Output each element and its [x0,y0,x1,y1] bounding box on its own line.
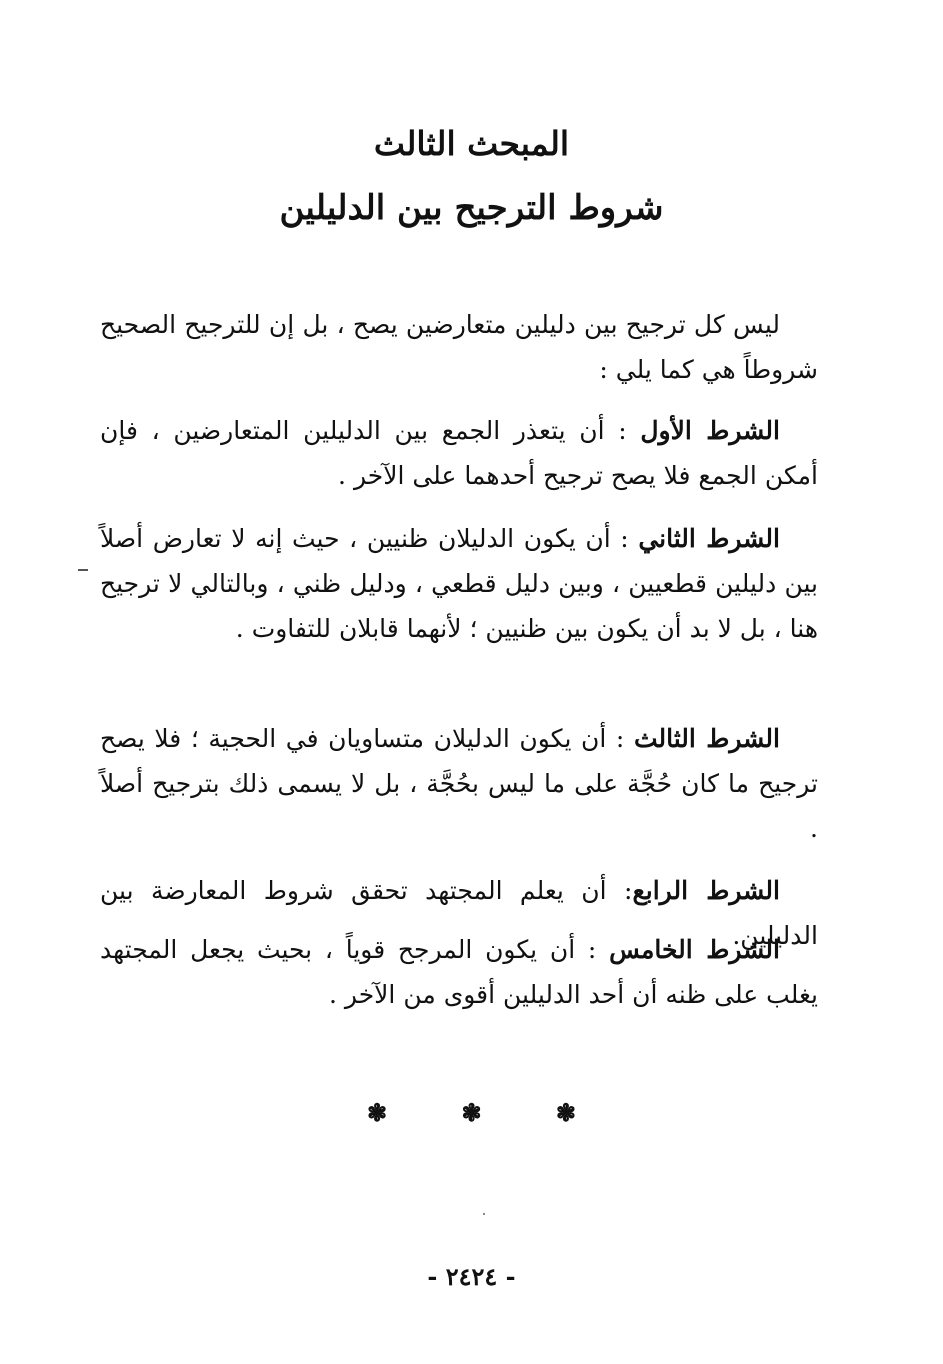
condition-paragraph-3 [100,716,818,851]
condition-label: الشرط الخامس [609,935,780,964]
condition-text: : أن يتعذر الجمع بين الدليلين المتعارضين ، فإن أمكن الجمع فلا يصح ترجيح أحدهما على الآخر . [100,416,818,490]
condition-text: : أن يكون الدليلان ظنيين ، حيث إنه لا تعارض أصلاً بين دليلين قطعيين ، وبين دليل قطعي ، ودليل ظني ، وبالتالي لا ترجيح هنا ، بل لا بد أن يكون بين ظنيين ؛ لأنهما قابلان للتفاوت . [100,524,818,643]
scan-dot [483,1213,485,1215]
condition-paragraph-2 [100,516,818,651]
condition-paragraph-1 [100,408,818,498]
section-subtitle: شروط الترجيح بين الدليلين [279,188,664,228]
section-separator [0,1098,943,1127]
condition-text: : أن يعلم المجتهد تحقق شروط المعارضة بين الدليلين. [100,876,818,950]
page-number: - ٢٤٢٤ - [427,1262,516,1291]
condition-text: : أن يكون المرجح قوياً ، بحيث يجعل المجتهد يغلب على ظنه أن أحد الدليلين أقوى من الآخر . [100,935,818,1009]
condition-label: الشرط الثاني [638,524,780,553]
intro-paragraph [100,302,818,392]
condition-label: الشرط الثالث [633,724,780,753]
intro-text: ليس كل ترجيح بين دليلين متعارضين يصح ، بل إن للترجيح الصحيح شروطاً هي كما يلي : [100,310,818,384]
condition-label: الشرط الأول [640,416,780,445]
asterism-star-icon: ❃ [366,1098,388,1127]
condition-paragraph-5 [100,927,818,1017]
condition-text: : أن يكون الدليلان متساويان في الحجية ؛ فلا يصح ترجيح ما كان حُجَّة على ما ليس بحُجَّة ، بل لا يسمى ذلك بترجيح أصلاً . [100,724,818,843]
section-title: المبحث الثالث [373,124,570,163]
condition-label: الشرط الرابع [632,876,780,905]
scan-mark [78,569,88,571]
asterism-star-icon: ❃ [555,1098,577,1127]
asterism-star-icon: ❃ [461,1098,482,1127]
